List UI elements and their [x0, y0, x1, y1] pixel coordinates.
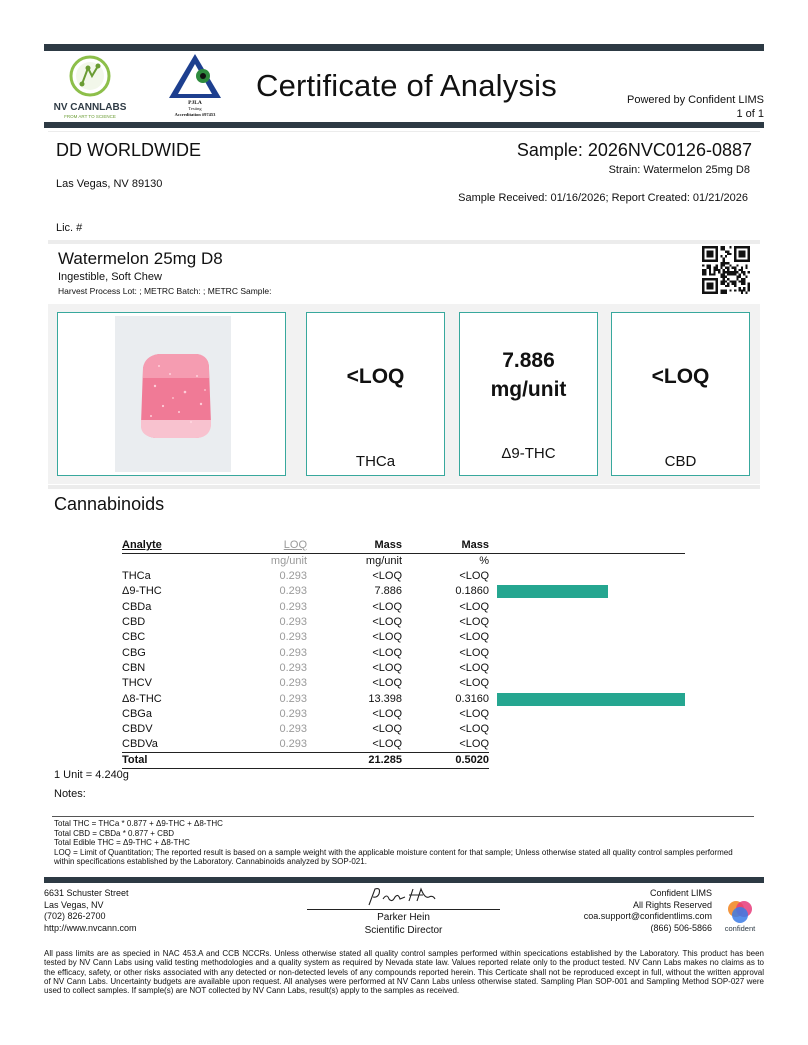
header-bar — [44, 122, 764, 128]
units-blank — [122, 554, 242, 570]
cannabinoids-title: Cannabinoids — [54, 494, 165, 514]
analyte-loq: 0.293 — [279, 692, 307, 705]
cannabinoids-table — [122, 538, 685, 769]
summary-label: Δ9-THC — [501, 445, 556, 462]
signer-title: Scientific Director — [364, 924, 443, 936]
analyte-mass: <LOQ — [372, 707, 402, 720]
analyte-name: CBN — [122, 661, 146, 674]
table-row — [122, 707, 685, 722]
notes-label: Notes: — [54, 788, 86, 800]
signer — [307, 912, 500, 937]
analyte-mass: 7.886 — [374, 585, 402, 598]
analyte-loq: 0.293 — [279, 631, 307, 644]
summary-card-d9-thc — [459, 312, 598, 476]
analyte-pct: <LOQ — [459, 723, 489, 736]
table-row — [122, 584, 685, 599]
loq-note: LOQ = Limit of Quantitation; The reported result is based on a sample weight with the applicable moisture content for that sample; Unless otherwise stated all quality control samples performed within specifications established by the Laboratory. Cannabinoids analyzed by SOP-021. — [54, 847, 733, 866]
analyte-bar-cell — [489, 584, 685, 599]
confident-logo-text: confident — [724, 924, 756, 933]
analyte-name: CBD — [122, 616, 146, 629]
analyte-name: CBG — [122, 646, 146, 659]
table-total-row — [122, 753, 685, 769]
analyte-loq: 0.293 — [279, 570, 307, 583]
analyte-bar — [497, 585, 608, 598]
top-bar — [44, 44, 764, 51]
unit-weight: 1 Unit = 4.240g — [54, 769, 129, 781]
lims-name: Confident LIMS — [649, 888, 712, 898]
product-type: Ingestible, Soft Chew — [58, 271, 162, 283]
total-label: Total — [122, 753, 242, 769]
formula-total-thc: Total THC = THCa * 0.877 + Δ9-THC + Δ8-THC — [54, 819, 223, 828]
analyte-bar — [497, 693, 685, 706]
analyte-mass: <LOQ — [372, 600, 402, 613]
analyte-bar-cell — [489, 691, 685, 706]
product-lot-info: Harvest Process Lot: ; METRC Batch: ; METRC Sample: — [58, 286, 272, 296]
pjla-accreditation-logo — [165, 50, 225, 120]
analyte-pct: <LOQ — [459, 661, 489, 674]
client-name: DD WORLDWIDE — [56, 140, 201, 160]
page-number: 1 of 1 — [736, 108, 764, 120]
total-mass: 21.285 — [307, 753, 402, 769]
summary-card-cbd — [611, 312, 750, 476]
analyte-bar-cell — [489, 645, 685, 660]
analyte-loq: 0.293 — [279, 707, 307, 720]
lab-website: http://www.nvcann.com — [44, 922, 137, 933]
table-row — [122, 676, 685, 691]
analyte-mass: <LOQ — [372, 631, 402, 644]
lims-info — [584, 888, 712, 934]
lims-email: coa.support@confidentlims.com — [583, 911, 712, 921]
disclaimer: All pass limits are as specied in NAC 453.A and CCB NCCRs. Unless otherwise stated all quality control samples performed within specications established by the Laboratory. This product has been tested by NV Cann Labs using valid testing methodologies and a quality system as required by Nevada state law. Values reported relate only to the product tested. NV Cann Labs makes no claims as to the efficacy, safety, or other risks associated with any detected or non-detected levels of any compounds reported herein. This Certicate shall not be reproduced except in full, without the written approval of NV Cann Labs. Uncertainty budgets are available upon request. All analyses were performed at NV Cann Labs unless otherwise stated. Sampling Plan SOP-001 and Sampling Method SOP-027 were used to collect samples. If sample(s) are NOT collected by NV Cann Labs, result(s) apply to the samples as received. — [44, 949, 764, 996]
analyte-bar-cell — [489, 676, 685, 691]
summary-value-line2: mg/unit — [490, 378, 567, 401]
table-header-row — [122, 538, 685, 554]
analyte-bar-cell — [489, 707, 685, 722]
footer-bar — [44, 877, 764, 883]
summary-value: <LOQ — [346, 365, 405, 388]
table-row — [122, 645, 685, 660]
analyte-mass: <LOQ — [372, 677, 402, 690]
analyte-loq: 0.293 — [279, 661, 307, 674]
analyte-pct: <LOQ — [459, 646, 489, 659]
col-bar — [489, 538, 685, 554]
analyte-bar-cell — [489, 630, 685, 645]
analyte-loq: 0.293 — [279, 616, 307, 629]
analyte-name: Δ8-THC — [122, 692, 162, 705]
table-row — [122, 722, 685, 737]
analyte-name: THCV — [122, 677, 152, 690]
summary-value-line1: 7.886 — [502, 349, 555, 372]
col-mass-pct: Mass — [402, 538, 489, 554]
document-title: Certificate of Analysis — [256, 68, 557, 103]
lab-phone: (702) 826-2700 — [44, 911, 106, 921]
client-license: Lic. # — [56, 222, 83, 234]
table-row — [122, 600, 685, 615]
analyte-mass: <LOQ — [372, 738, 402, 751]
analyte-loq: 0.293 — [279, 677, 307, 690]
analyte-loq: 0.293 — [279, 585, 307, 598]
analyte-bar-cell — [489, 600, 685, 615]
analyte-mass: <LOQ — [372, 723, 402, 736]
analyte-pct: <LOQ — [459, 738, 489, 751]
signer-name: Parker Hein — [377, 912, 430, 923]
summary-label: THCa — [355, 453, 396, 470]
analyte-name: CBDa — [122, 600, 152, 613]
analyte-loq: 0.293 — [279, 723, 307, 736]
powered-by — [627, 93, 764, 121]
analyte-pct: <LOQ — [459, 631, 489, 644]
analyte-name: CBGa — [122, 707, 152, 720]
separator — [48, 485, 760, 489]
table-row — [122, 569, 685, 584]
formula-total-cbd: Total CBD = CBDa * 0.877 + CBD — [54, 828, 175, 838]
analyte-pct: 0.1860 — [455, 585, 489, 598]
analyte-pct: 0.3160 — [455, 692, 489, 705]
confident-logo — [718, 896, 762, 934]
formula-total-edible-thc: Total Edible THC = Δ9-THC + Δ8-THC — [54, 838, 190, 847]
svg-text:PJLA: PJLA — [188, 100, 202, 106]
lab-address — [44, 888, 137, 934]
analyte-pct: <LOQ — [459, 707, 489, 720]
lims-phone: (866) 506-5866 — [650, 922, 712, 933]
client-info — [48, 132, 760, 240]
formula-notes — [54, 819, 754, 867]
signature-line — [307, 909, 500, 910]
analyte-name: CBC — [122, 631, 146, 644]
analyte-bar-cell — [489, 569, 685, 584]
client-address: Las Vegas, NV 89130 — [56, 178, 163, 190]
table-row — [122, 615, 685, 630]
notes-divider — [52, 816, 754, 817]
product-photo — [115, 316, 231, 472]
analyte-loq: 0.293 — [279, 600, 307, 613]
sample-dates: Sample Received: 01/16/2026; Report Created: 01/21/2026 — [458, 192, 748, 204]
sample-id: Sample: 2026NVC0126-0887 — [516, 140, 752, 160]
total-bar-blank — [489, 753, 685, 769]
analyte-pct: <LOQ — [459, 570, 489, 583]
analyte-bar-cell — [489, 615, 685, 630]
units-bar-blank — [489, 554, 685, 570]
analyte-mass: <LOQ — [372, 661, 402, 674]
col-mass-unit: Mass — [307, 538, 402, 554]
analyte-loq: 0.293 — [279, 646, 307, 659]
powered-by-text: Powered by Confident LIMS — [627, 94, 764, 106]
analyte-name: THCa — [122, 570, 151, 583]
total-loq — [242, 753, 307, 769]
col-loq: LOQ — [242, 538, 307, 554]
table-row — [122, 630, 685, 645]
analyte-pct: <LOQ — [459, 616, 489, 629]
unit-loq: mg/unit — [270, 555, 307, 567]
analyte-pct: <LOQ — [459, 600, 489, 613]
analyte-mass: <LOQ — [372, 646, 402, 659]
product-name: Watermelon 25mg D8 — [58, 249, 223, 268]
col-analyte: Analyte — [122, 538, 242, 554]
analyte-mass: <LOQ — [372, 616, 402, 629]
analyte-mass: 13.398 — [368, 692, 402, 705]
total-pct: 0.5020 — [402, 753, 489, 769]
summary-card-thca — [306, 312, 445, 476]
table-row — [122, 661, 685, 676]
unit-mass: mg/unit — [365, 555, 402, 567]
lims-rights: All Rights Reserved — [632, 899, 712, 910]
analyte-bar-cell — [489, 661, 685, 676]
nv-cannlabs-logo — [44, 52, 136, 120]
analyte-bar-cell — [489, 737, 685, 753]
table-row — [122, 737, 685, 753]
svg-text:NV CANNLABS: NV CANNLABS — [53, 102, 127, 113]
summary-label: CBD — [664, 453, 697, 470]
analyte-name: Δ9-THC — [122, 585, 162, 598]
signature — [365, 885, 445, 909]
sample-strain: Strain: Watermelon 25mg D8 — [608, 164, 750, 176]
svg-text:Testing: Testing — [188, 106, 202, 111]
analyte-loq: 0.293 — [279, 738, 307, 751]
table-body — [122, 569, 685, 753]
analyte-mass: <LOQ — [372, 570, 402, 583]
svg-text:Accreditation #97453: Accreditation #97453 — [174, 112, 216, 117]
separator — [48, 240, 760, 244]
analyte-name: CBDV — [122, 723, 153, 736]
summary-value: <LOQ — [651, 365, 710, 388]
unit-pct: % — [479, 555, 489, 567]
qr-code-icon — [702, 246, 750, 294]
analyte-bar-cell — [489, 722, 685, 737]
analyte-pct: <LOQ — [459, 677, 489, 690]
analyte-name: CBDVa — [122, 738, 158, 751]
table-row — [122, 691, 685, 706]
lab-street: 6631 Schuster Street — [44, 888, 129, 898]
lab-city: Las Vegas, NV — [44, 899, 104, 910]
svg-text:FROM ART TO SCIENCE: FROM ART TO SCIENCE — [64, 114, 116, 119]
table-units-row — [122, 554, 685, 570]
